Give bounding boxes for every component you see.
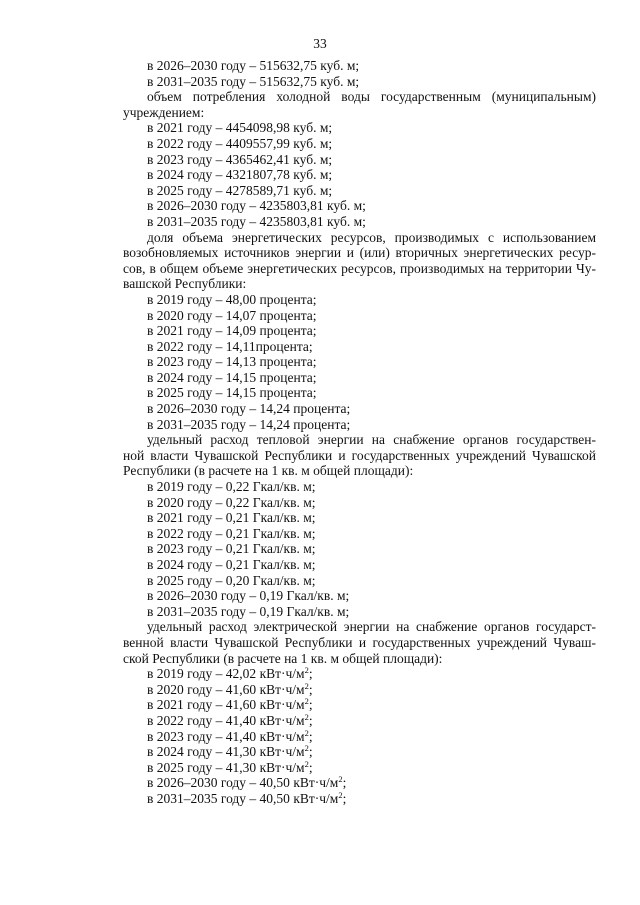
item-value: в 2024 году – 41,30 bbox=[147, 744, 257, 760]
unit-exponent: 2 bbox=[338, 789, 343, 800]
item-value: в 2019 году – 42,02 bbox=[147, 666, 257, 682]
paragraph-heading-heat-cont: ной власти Чувашской Республики и государственных учреждений Чувашской bbox=[123, 447, 596, 463]
list-item: в 2025 году – 14,15 процента; bbox=[147, 385, 317, 401]
list-item bbox=[123, 729, 596, 745]
unit-exponent: 2 bbox=[304, 727, 309, 738]
list-item: в 2024 году – 4321807,78 куб. м; bbox=[147, 167, 333, 183]
paragraph-heading-renewable-cont: вашской Республики: bbox=[123, 276, 247, 292]
paragraph-heading-electricity-cont: ской Республики (в расчете на 1 кв. м общей площади): bbox=[123, 650, 443, 666]
list-item bbox=[123, 697, 596, 713]
item-suffix: ; bbox=[308, 759, 313, 775]
list-item: в 2025 году – 4278589,71 куб. м; bbox=[147, 182, 333, 198]
list-item: в 2024 году – 0,21 Гкал/кв. м; bbox=[147, 557, 316, 572]
unit-base: кВт·ч/м bbox=[259, 666, 305, 682]
list-item bbox=[123, 682, 596, 698]
list-item: в 2026–2030 году – 0,19 Гкал/кв. м; bbox=[147, 588, 350, 604]
item-value: в 2020 году – 41,60 bbox=[147, 681, 257, 697]
unit-exponent: 2 bbox=[304, 743, 309, 754]
paragraph-heading-cold-water-cont: учреждением: bbox=[123, 104, 205, 120]
paragraph-heading-renewable-cont: сов, в общем объеме энергетических ресурсов, производимых на территории Чу- bbox=[123, 260, 596, 276]
list-item bbox=[123, 713, 596, 729]
unit-exponent: 2 bbox=[304, 758, 309, 769]
list-item: в 2022 году – 0,21 Гкал/кв. м; bbox=[147, 525, 316, 541]
list-item: в 2021 году – 0,21 Гкал/кв. м; bbox=[147, 510, 316, 526]
unit-base: кВт·ч/м bbox=[259, 744, 305, 760]
list-item bbox=[123, 775, 596, 791]
unit-base: кВт·ч/м bbox=[259, 697, 305, 713]
unit-exponent: 2 bbox=[304, 696, 309, 707]
list-item bbox=[123, 760, 596, 776]
item-value: в 2031–2035 году – 40,50 bbox=[147, 790, 290, 806]
unit-exponent: 2 bbox=[304, 711, 309, 722]
item-suffix: ; bbox=[308, 697, 313, 713]
list-item: в 2026–2030 году – 515632,75 куб. м; bbox=[147, 58, 360, 73]
list-item: в 2021 году – 14,09 процента; bbox=[147, 323, 317, 339]
list-item: в 2031–2035 году – 4235803,81 куб. м; bbox=[147, 213, 366, 229]
item-suffix: ; bbox=[342, 790, 347, 806]
paragraph-heading-heat-cont: Республики (в расчете на 1 кв. м общей площади): bbox=[123, 463, 414, 479]
paragraph-heading-cold-water: объем потребления холодной воды государственным (муниципальным) bbox=[147, 89, 596, 105]
list-item: в 2031–2035 году – 0,19 Гкал/кв. м; bbox=[147, 603, 350, 619]
unit-exponent: 2 bbox=[304, 665, 309, 676]
paragraph-heading-electricity-cont: венной власти Чувашской Республики и государственных учреждений Чуваш- bbox=[123, 634, 596, 650]
item-suffix: ; bbox=[308, 728, 313, 744]
unit-base: кВт·ч/м bbox=[259, 681, 305, 697]
list-item: в 2031–2035 году – 515632,75 куб. м; bbox=[147, 73, 360, 89]
item-value: в 2022 году – 41,40 bbox=[147, 712, 257, 728]
item-value: в 2021 году – 41,60 bbox=[147, 697, 257, 713]
unit-base: кВт·ч/м bbox=[259, 728, 305, 744]
unit-base: кВт·ч/м bbox=[259, 712, 305, 728]
paragraph-heading-heat: удельный расход тепловой энергии на снабжение органов государствен- bbox=[147, 432, 596, 448]
item-suffix: ; bbox=[308, 744, 313, 760]
list-item bbox=[123, 744, 596, 760]
document-body bbox=[123, 58, 596, 807]
list-item: в 2023 году – 14,13 процента; bbox=[147, 354, 317, 370]
unit-base: кВт·ч/м bbox=[293, 775, 339, 791]
list-item: в 2019 году – 0,22 Гкал/кв. м; bbox=[147, 479, 316, 495]
item-suffix: ; bbox=[308, 681, 313, 697]
unit-exponent: 2 bbox=[304, 680, 309, 691]
list-item: в 2023 году – 4365462,41 куб. м; bbox=[147, 151, 333, 167]
paragraph-heading-electricity: удельный расход электрической энергии на снабжение органов государст- bbox=[147, 619, 596, 635]
list-item: в 2022 году – 14,11процента; bbox=[147, 338, 313, 354]
list-item: в 2026–2030 году – 14,24 процента; bbox=[147, 401, 351, 417]
item-value: в 2023 году – 41,40 bbox=[147, 728, 257, 744]
list-item: в 2025 году – 0,20 Гкал/кв. м; bbox=[147, 572, 316, 588]
unit-exponent: 2 bbox=[338, 774, 343, 785]
list-item bbox=[123, 666, 596, 682]
list-item: в 2020 году – 0,22 Гкал/кв. м; bbox=[147, 494, 316, 510]
item-suffix: ; bbox=[308, 666, 313, 682]
item-suffix: ; bbox=[308, 712, 313, 728]
list-item: в 2031–2035 году – 14,24 процента; bbox=[147, 416, 351, 432]
item-value: в 2026–2030 году – 40,50 bbox=[147, 775, 290, 791]
page-number: 33 bbox=[313, 36, 327, 51]
list-item: в 2023 году – 0,21 Гкал/кв. м; bbox=[147, 541, 316, 557]
unit-base: кВт·ч/м bbox=[293, 790, 339, 806]
list-item: в 2024 году – 14,15 процента; bbox=[147, 369, 317, 385]
list-item bbox=[123, 791, 596, 807]
list-item: в 2021 году – 4454098,98 куб. м; bbox=[147, 120, 333, 136]
list-item: в 2020 году – 14,07 процента; bbox=[147, 307, 317, 323]
item-value: в 2025 году – 41,30 bbox=[147, 759, 257, 775]
list-item: в 2019 году – 48,00 процента; bbox=[147, 291, 317, 307]
list-item: в 2022 году – 4409557,99 куб. м; bbox=[147, 135, 333, 151]
paragraph-heading-renewable-cont: возобновляемых источников энергии и (или) вторичных энергетических ресур- bbox=[123, 245, 596, 261]
paragraph-heading-renewable: доля объема энергетических ресурсов, производимых с использованием bbox=[147, 229, 596, 245]
list-item: в 2026–2030 году – 4235803,81 куб. м; bbox=[147, 198, 366, 214]
item-suffix: ; bbox=[342, 775, 347, 791]
unit-base: кВт·ч/м bbox=[259, 759, 305, 775]
